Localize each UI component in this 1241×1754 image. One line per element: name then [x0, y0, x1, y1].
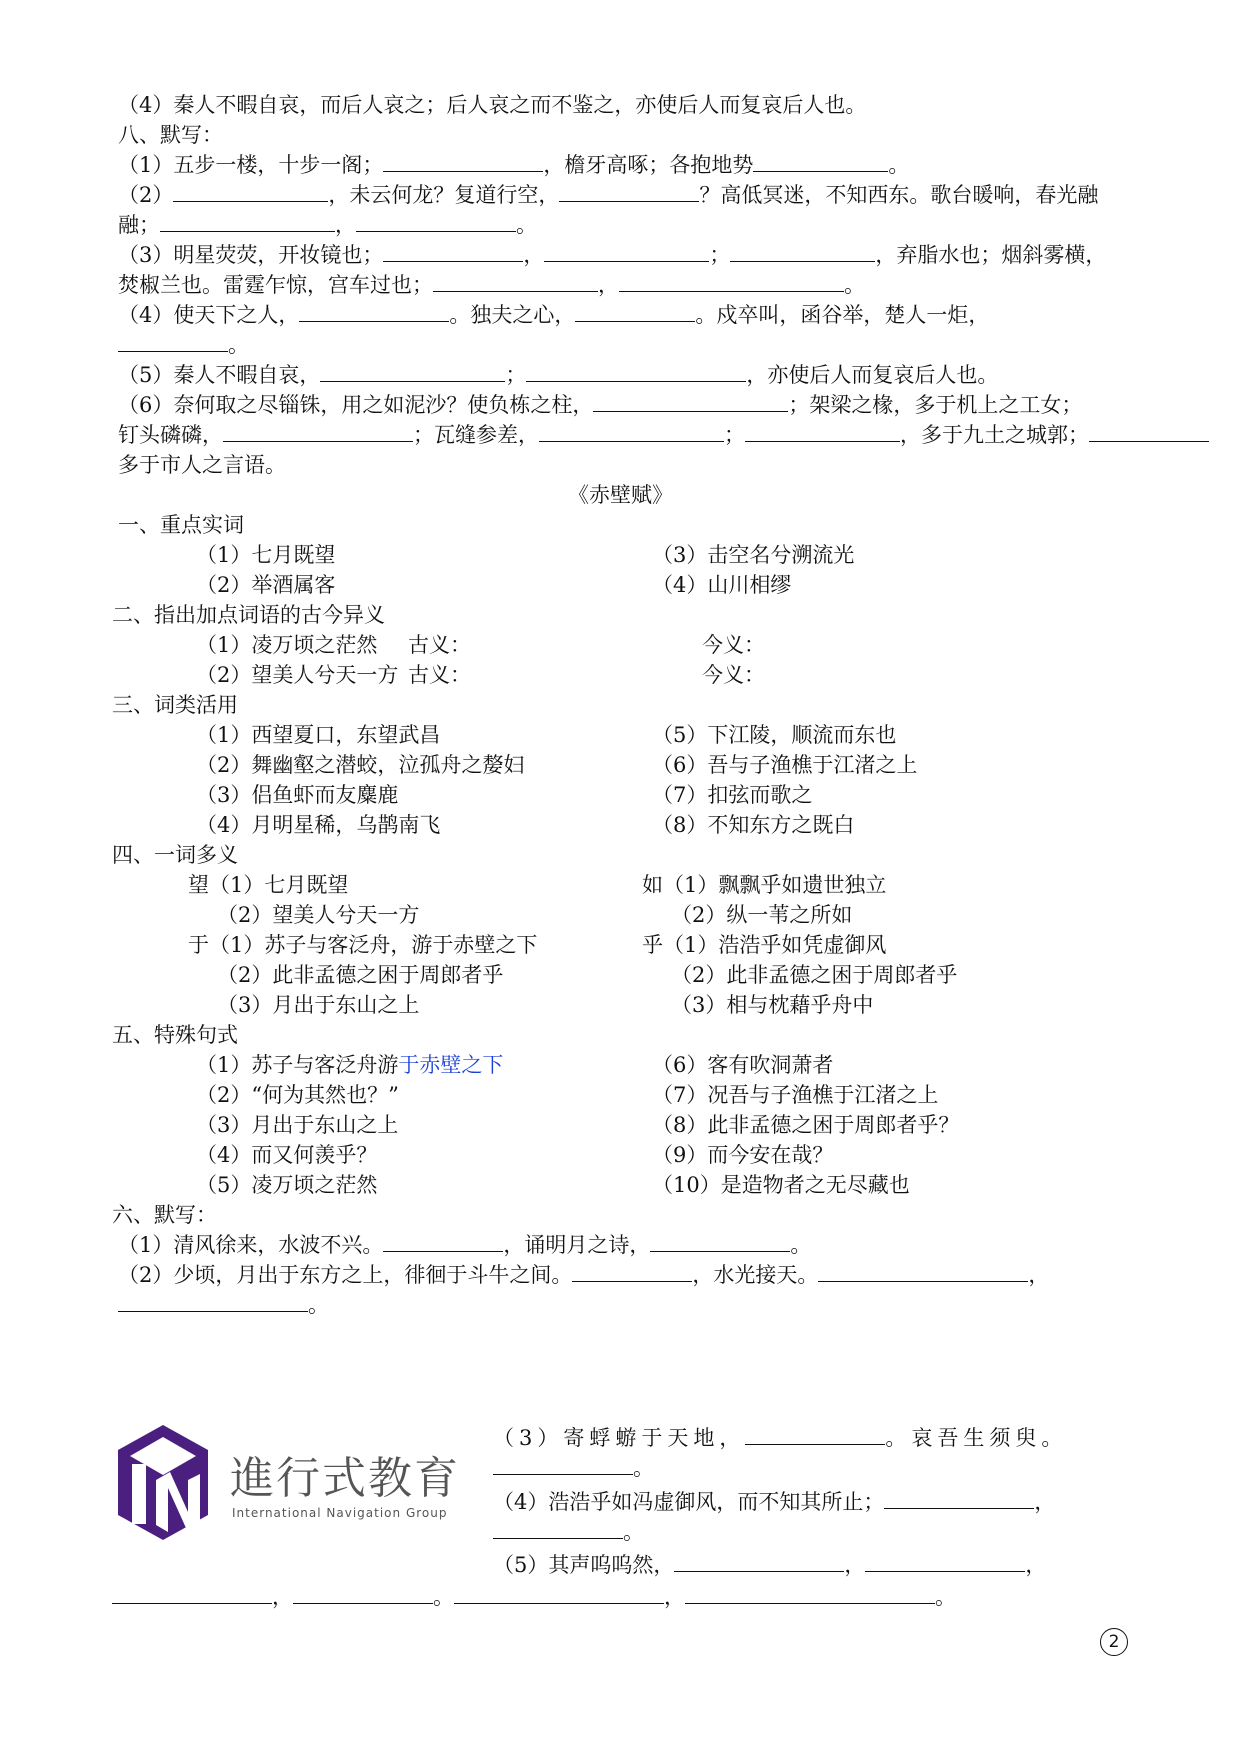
logo-mark-icon	[108, 1420, 223, 1545]
section-heading-4: 四、一词多义	[112, 843, 238, 867]
section-heading-6: 六、默写：	[112, 1203, 217, 1227]
dictation-q1: （1）清风徐来，水波不兴。 ，诵明月之诗， 。	[118, 1233, 812, 1257]
list-item: （4）山川相缪	[652, 573, 792, 597]
section-heading-8: 八、默写：	[118, 123, 223, 147]
list-item: （2）此非孟德之困于周郎者乎	[671, 963, 958, 987]
list-item: （7）扣弦而歌之	[652, 783, 813, 807]
dictation-q5: （5）秦人不暇自哀， ； ，亦使后人而复哀后人也。	[118, 363, 999, 387]
dictation-q6-end: 多于市人之言语。	[118, 453, 286, 477]
dictation-q6: （6）奈何取之尽锱铢，用之如泥沙？使负栋之柱， ；架梁之椽，多于机上之工女；	[118, 393, 1083, 417]
logo	[108, 1420, 488, 1560]
list-item: （8）此非孟德之困于周郎者乎？	[652, 1113, 960, 1137]
list-item: （2）舞幽壑之潜蛟，泣孤舟之嫠妇	[196, 753, 525, 777]
logo-text-cn: 進行式教育	[230, 1453, 460, 1504]
ancient-meaning-label: 古义：	[408, 633, 471, 657]
list-item: （2）举酒属客	[196, 573, 336, 597]
list-item: （1）凌万顷之茫然	[196, 633, 378, 657]
list-item: （4）而又何羡乎？	[196, 1143, 378, 1167]
dictation-q3-cont: 。	[493, 1454, 654, 1482]
logo-text-en: International Navigation Group	[232, 1506, 448, 1520]
list-item: （1）苏子与客泛舟游于赤壁之下	[196, 1053, 504, 1077]
dictation-q4-cont: 。	[118, 331, 249, 359]
list-item: 乎（1）浩浩乎如凭虚御风	[642, 933, 887, 957]
list-item: 望（1）七月既望	[188, 873, 349, 897]
list-item: 如（1）飘飘乎如遗世独立	[642, 873, 887, 897]
dictation-q4: （4）浩浩乎如冯虚御风，而不知其所止； ，	[493, 1490, 1056, 1514]
list-item: （2）纵一苇之所如	[671, 903, 853, 927]
dictation-q4-cont: 。	[493, 1518, 644, 1546]
page-number: 2	[1100, 1628, 1128, 1656]
list-item: （3）相与枕藉乎舟中	[671, 993, 874, 1017]
list-item: （7）况吾与子渔樵于江渚之上	[652, 1083, 939, 1107]
highlighted-phrase: 于赤壁之下	[398, 1053, 504, 1077]
list-item: （3）月出于东山之上	[196, 1113, 399, 1137]
section-heading-3: 三、词类活用	[112, 693, 238, 717]
section-heading-2: 二、指出加点词语的古今异义	[112, 603, 385, 627]
sentence-4: （4）秦人不暇自哀，而后人哀之；后人哀之而不鉴之，亦使后人而复哀后人也。	[118, 93, 867, 117]
section-heading-5: 五、特殊句式	[112, 1023, 238, 1047]
list-item: （6）吾与子渔樵于江渚之上	[652, 753, 918, 777]
list-item: （3）侣鱼虾而友麋鹿	[196, 783, 399, 807]
list-item: （8）不知东方之既白	[652, 813, 855, 837]
dictation-q4: （4）使天下之人， 。独夫之心， 。戍卒叫，函谷举，楚人一炬，	[118, 303, 990, 327]
list-item: （9）而今安在哉？	[652, 1143, 834, 1167]
modern-meaning-label: 今义：	[702, 633, 765, 657]
list-item: （4）月明星稀，乌鹊南飞	[196, 813, 441, 837]
list-item: （2）望美人兮天一方	[217, 903, 420, 927]
page-title: 《赤壁赋》	[568, 483, 673, 507]
list-item: （1）西望夏口，东望武昌	[196, 723, 441, 747]
list-item: （6）客有吹洞萧者	[652, 1053, 834, 1077]
section-heading-1: 一、重点实词	[118, 513, 244, 537]
dictation-q3-cont: 焚椒兰也。雷霆乍惊，宫车过也； ， 。	[118, 273, 865, 297]
dictation-q3: （3）寄蜉蝣于天地， 。哀吾生须臾。	[493, 1426, 1068, 1450]
list-item: （3）击空名兮溯流光	[652, 543, 855, 567]
list-item: （1）七月既望	[196, 543, 336, 567]
list-item: （5）凌万顷之茫然	[196, 1173, 378, 1197]
dictation-q2-cont: 。	[118, 1291, 329, 1319]
list-item: （2）此非孟德之困于周郎者乎	[217, 963, 504, 987]
dictation-q1: （1）五步一楼，十步一阁； ，檐牙高啄；各抱地势 。	[118, 153, 910, 177]
dictation-q5-cont: ， 。 ， 。	[112, 1583, 956, 1611]
dictation-q3: （3）明星荧荧，开妆镜也； ， ； ，弃脂水也；烟斜雾横，	[118, 243, 1107, 267]
list-item: （5）下江陵，顺流而东也	[652, 723, 897, 747]
list-item: （2）望美人兮天一方	[196, 663, 399, 687]
dictation-q2: （2） ，未云何龙？复道行空， ？高低冥迷，不知西东。歌台暖响，春光融	[118, 183, 1099, 207]
ancient-meaning-label: 古义：	[408, 663, 471, 687]
list-item: 于（1）苏子与客泛舟，游于赤壁之下	[188, 933, 538, 957]
dictation-q2: （2）少顷，月出于东方之上，徘徊于斗牛之间。 ，水光接天。 ，	[118, 1263, 1050, 1287]
list-item: （3）月出于东山之上	[217, 993, 420, 1017]
list-item: （10）是造物者之无尽藏也	[652, 1173, 910, 1197]
dictation-q5: （5）其声呜呜然， ， ，	[493, 1553, 1047, 1577]
dictation-q6-cont: 钉头磷磷， ；瓦缝参差， ； ，多于九土之城郭；	[118, 421, 1209, 449]
modern-meaning-label: 今义：	[702, 663, 765, 687]
dictation-q2-cont: 融； ， 。	[118, 213, 537, 237]
list-item: （2）“何为其然也？”	[196, 1083, 399, 1107]
